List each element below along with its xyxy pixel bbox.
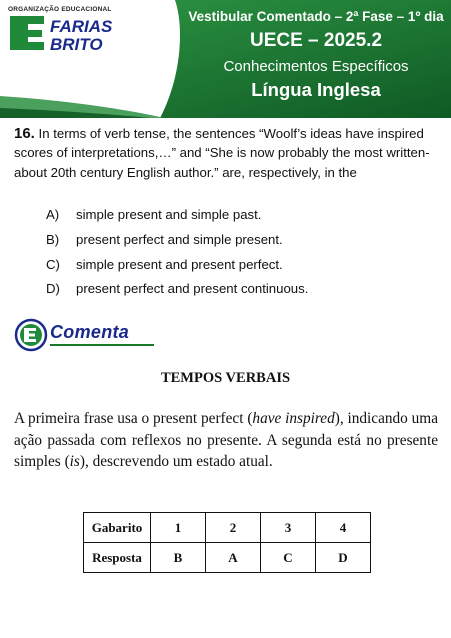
exam-year: UECE – 2025.2 [249, 30, 383, 51]
option-b [46, 232, 436, 257]
farias-brito-logo [6, 4, 156, 56]
logo-text-bottom: BRITO [50, 35, 103, 54]
org-label: ORGANIZAÇÃO EDUCACIONAL [8, 6, 112, 13]
option-d [46, 281, 436, 306]
option-text: simple present and simple past. [76, 207, 262, 222]
comment-italic-term: have inspired [252, 410, 335, 427]
answer-letter-cell: D [316, 543, 371, 573]
question-number-cell: 2 [206, 513, 261, 543]
table-row [84, 513, 371, 543]
comment-title: TEMPOS VERBAIS [160, 370, 291, 386]
comenta-label: Comenta [50, 322, 130, 342]
table-row [84, 543, 371, 573]
option-text: present perfect and present continuous. [76, 281, 309, 297]
option-letter: D) [46, 281, 60, 297]
comment-paragraph [14, 408, 438, 473]
knowledge-area: Conhecimentos Específicos [223, 58, 409, 75]
resposta-label: Resposta [84, 543, 151, 573]
page-header [0, 0, 451, 118]
option-letter: A) [46, 207, 60, 222]
option-text: simple present and present perfect. [76, 256, 283, 272]
comment-text-part: A primeira frase usa o present perfect ( [14, 410, 253, 427]
option-letter: C) [46, 256, 60, 272]
option-letter: B) [46, 231, 60, 247]
comenta-underline [50, 344, 154, 346]
logo-text-top: FARIAS [50, 17, 113, 36]
question-number-cell: 1 [151, 513, 206, 543]
question-number-cell: 3 [261, 513, 316, 543]
option-c [46, 257, 436, 282]
answer-letter-cell: B [151, 543, 206, 573]
comment-italic-term: is [69, 453, 80, 470]
answer-letter-cell: A [206, 543, 261, 573]
answer-letter-cell: C [261, 543, 316, 573]
option-text: present perfect and simple present. [76, 231, 283, 247]
comment-text-part: ), indicando uma ação passada com reflexos no presente. A segunda está no presente simples ( [14, 410, 438, 470]
subject-title: Língua Inglesa [251, 79, 381, 100]
comment-text-part: ), descrevendo um estado atual. [79, 453, 273, 470]
question-text: In terms of verb tense, the sentences “Woolf’s ideas have inspired scores of interpretations,…” and “She is now probably the most written-about 20th century English author.” are, respectively, in the [14, 126, 430, 180]
answer-key-table [83, 512, 371, 573]
option-a [46, 207, 436, 232]
exam-title: Vestibular Comentado – 2ª Fase – 1º dia [188, 9, 444, 24]
question-number-cell: 4 [316, 513, 371, 543]
answer-options [46, 207, 436, 306]
question-number: 16. [14, 125, 35, 142]
gabarito-label: Gabarito [84, 513, 151, 543]
question-block [14, 124, 442, 182]
